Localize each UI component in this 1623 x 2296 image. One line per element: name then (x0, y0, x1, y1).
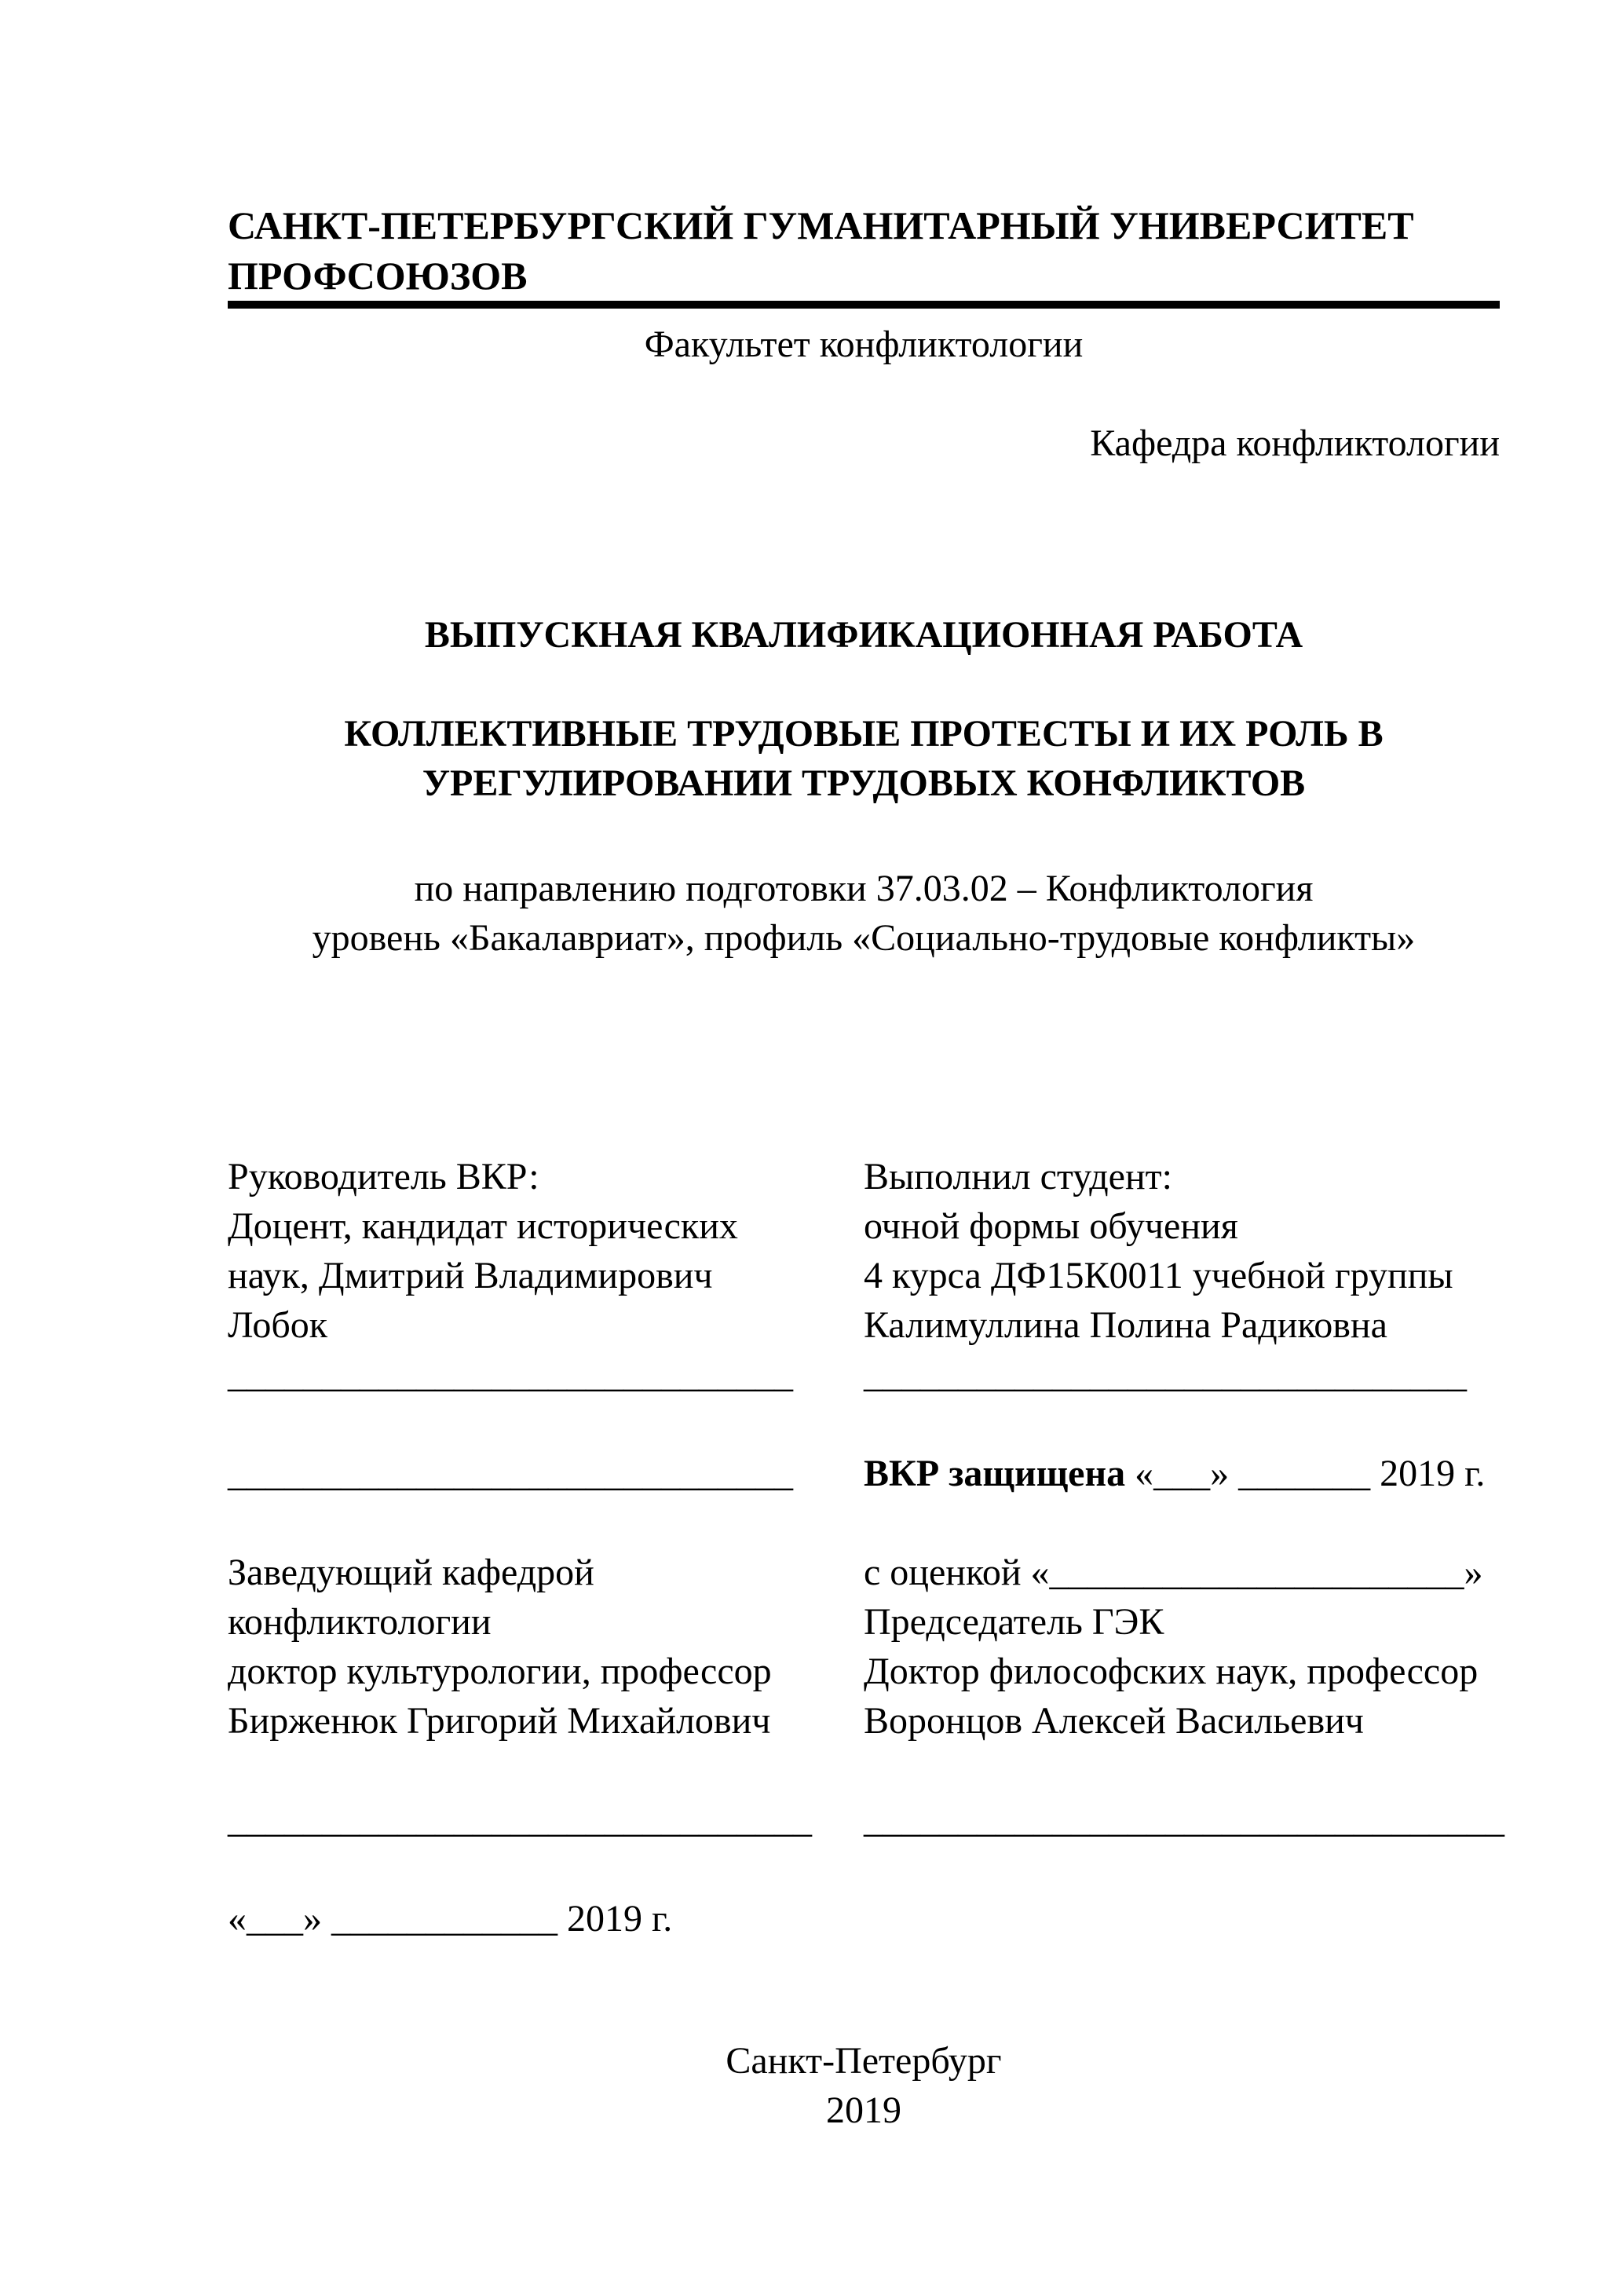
thesis-title-line1: КОЛЛЕКТИВНЫЕ ТРУДОВЫЕ ПРОТЕСТЫ И ИХ РОЛЬ В (344, 713, 1384, 755)
gek-chair-signature-line: __________________________________ (864, 1799, 1504, 1841)
supervisor-role-label: Руководитель ВКР: (228, 1156, 539, 1197)
gek-chair-line: Председатель ГЭК (864, 1601, 1164, 1643)
city-line: Санкт-Петербург (726, 2040, 1002, 2082)
gek-chair-degree-line: Доктор философских наук, профессор (864, 1651, 1479, 1692)
thesis-title-line2: УРЕГУЛИРОВАНИИ ТРУДОВЫХ КОНФЛИКТОВ (422, 762, 1306, 804)
student-signature-line: ________________________________ (864, 1354, 1467, 1395)
date-blank-line: «___» ____________ 2019 г. (228, 1898, 673, 1940)
supervisor-signature-line-1: ______________________________ (228, 1354, 793, 1395)
spacer (228, 1399, 864, 1449)
student-column (864, 1152, 1504, 1943)
university-name: САНКТ-ПЕТЕРБУРГСКИЙ ГУМАНИТАРНЫЙ УНИВЕРСИТЕТ ПРОФСОЮЗОВ (228, 203, 1414, 298)
head-of-department-line-2: конфликтологии (228, 1601, 492, 1643)
student-study-form-line: очной формы обучения (864, 1205, 1238, 1247)
spacer (864, 1399, 1500, 1449)
spacer (228, 1498, 864, 1548)
defended-line (864, 1449, 1500, 1498)
faculty-line: Факультет конфликтологии (644, 324, 1084, 365)
spacer (864, 1746, 1500, 1795)
student-group-line: 4 курса ДФ15К0011 учебной группы (864, 1255, 1453, 1296)
supervisor-signature-line-2: ______________________________ (228, 1453, 793, 1494)
year-line: 2019 (826, 2089, 901, 2131)
head-of-department-degree-line: доктор культурологии, профессор (228, 1651, 772, 1692)
spacer (228, 1844, 864, 1894)
spacer (228, 1746, 864, 1795)
supervisor-surname-line: Лобок (228, 1304, 328, 1346)
signature-columns (228, 1152, 1504, 1943)
thesis-title (228, 709, 1500, 808)
department-line: Кафедра конфликтологии (1090, 422, 1500, 464)
footer (228, 2036, 1500, 2135)
gek-chair-name-line: Воронцов Алексей Васильевич (864, 1700, 1364, 1742)
spacer (864, 1498, 1500, 1548)
student-name-line: Калимуллина Полина Радиковна (864, 1304, 1387, 1346)
student-role-label: Выполнил студент: (864, 1156, 1172, 1197)
program-line: по направлению подготовки 37.03.02 – Конфликтология (414, 868, 1314, 909)
head-of-department-name-line: Бирженюк Григорий Михайлович (228, 1700, 771, 1742)
head-of-department-line-1: Заведующий кафедрой (228, 1552, 594, 1593)
defended-label: ВКР защищена (864, 1453, 1126, 1494)
supervisor-degree-line: Доцент, кандидат исторических (228, 1205, 738, 1247)
work-type-heading: ВЫПУСКНАЯ КВАЛИФИКАЦИОННАЯ РАБОТА (424, 614, 1303, 656)
supervisor-column (228, 1152, 864, 1943)
supervisor-name-line: наук, Дмитрий Владимирович (228, 1255, 713, 1296)
grade-blank-line: с оценкой «______________________» (864, 1552, 1483, 1593)
head-of-department-signature-line: _______________________________ (228, 1799, 812, 1841)
level-line: уровень «Бакалавриат», профиль «Социально-трудовые конфликты» (312, 917, 1416, 959)
university-header (228, 200, 1500, 309)
defended-date-blank: «___» _______ 2019 г. (1125, 1453, 1486, 1494)
